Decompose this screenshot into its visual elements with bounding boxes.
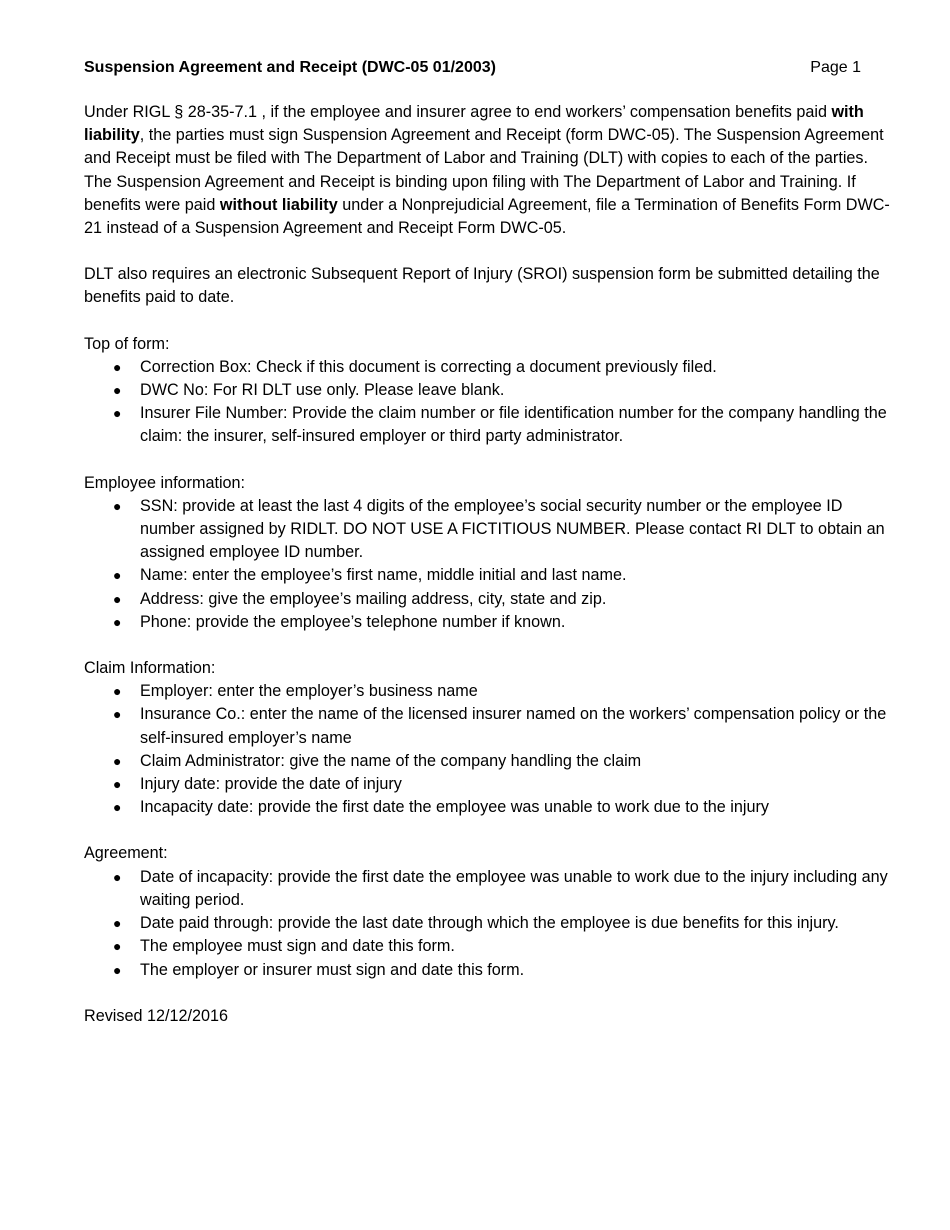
employee-information-list (84, 495, 899, 634)
list-item: ● Incapacity date: provide the first date the employee was unable to work due to the injury (84, 796, 899, 819)
bullet-icon: ● (113, 590, 122, 607)
intro-text-2: , the parties must sign Suspension Agreement and Receipt (form DWC-05). The Suspension Agreement and Receipt must be filed with The Department of Labor and Training (DLT) with copies to each of the parties. The Suspension Agreement and Receipt is binding upon filing with The Department of Labor and Training. If benefits were paid (84, 126, 884, 214)
bullet-icon: ● (113, 567, 122, 584)
list-item: ● SSN: provide at least the last 4 digits of the employee’s social security number or the employee ID number assigned by RIDLT. DO NOT USE A FICTITIOUS NUMBER. Please contact RI DLT to obtain an assigned employee ID number. (113, 496, 885, 562)
top-of-form-list (84, 356, 899, 449)
section-title-top-of-form: Top of form: (84, 334, 170, 353)
list-item: ● Date of incapacity: provide the first date the employee was unable to work due to the injury including any waiting period. (113, 867, 888, 909)
bullet-icon: ● (113, 358, 122, 375)
bullet-icon: ● (113, 752, 122, 769)
list-item: ● The employer or insurer must sign and date this form. (84, 959, 899, 982)
intro-bold-without-liability: without liability (219, 195, 338, 214)
bullet-icon: ● (113, 382, 122, 399)
bullet-icon: ● (113, 799, 122, 816)
agreement-list (84, 866, 899, 982)
list-item: ● Address: give the employee’s mailing address, city, state and zip. (84, 588, 899, 611)
bullet-icon: ● (113, 961, 122, 978)
list-item: ● Date paid through: provide the last date through which the employee is due benefits for this injury. (84, 912, 899, 935)
list-item: ● The employee must sign and date this form. (84, 935, 899, 958)
bullet-icon: ● (113, 938, 122, 955)
section-title-claim-information: Claim Information: (84, 659, 216, 678)
section-title-agreement: Agreement: (84, 844, 168, 863)
list-item: ● Claim Administrator: give the name of the company handling the claim (84, 750, 899, 773)
list-item: ● Phone: provide the employee’s telephone number if known. (84, 611, 899, 634)
intro-bold-with-liability: with liability (84, 103, 864, 145)
document-header (84, 56, 899, 79)
page-number: Page 1 (810, 59, 861, 76)
bullet-icon: ● (113, 683, 122, 700)
list-item: ● Name: enter the employee’s first name, middle initial and last name. (84, 564, 899, 587)
sroi-paragraph: DLT also requires an electronic Subsequent Report of Injury (SROI) suspension form be submitted detailing the benefits paid to date. (84, 265, 880, 307)
bullet-icon: ● (113, 706, 122, 723)
bullet-icon: ● (113, 776, 122, 793)
document-page (84, 56, 899, 1028)
list-item: ● Correction Box: Check if this document is correcting a document previously filed. (84, 356, 899, 379)
bullet-icon: ● (113, 497, 122, 514)
list-item: ● Insurer File Number: Provide the claim number or file identification number for the company handling the claim: the insurer, self-insured employer or third party administrator. (113, 404, 887, 446)
claim-information-list (84, 680, 899, 819)
intro-paragraph (84, 101, 899, 240)
document-title: Suspension Agreement and Receipt (DWC-05 01/2003) (84, 59, 496, 76)
list-item: ● DWC No: For RI DLT use only. Please leave blank. (84, 379, 899, 402)
bullet-icon: ● (113, 868, 122, 885)
list-item: ● Injury date: provide the date of injury (84, 773, 899, 796)
section-title-employee-information: Employee information: (84, 473, 246, 492)
list-item: ● Employer: enter the employer’s business name (84, 680, 899, 703)
bullet-icon: ● (113, 405, 122, 422)
list-item: ● Insurance Co.: enter the name of the licensed insurer named on the workers’ compensation policy or the self-insured employer’s name (113, 705, 887, 747)
revised-date: Revised 12/12/2016 (84, 1006, 228, 1025)
intro-text-1: Under RIGL § 28-35-7.1 , if the employee and insurer agree to end workers’ compensation benefits paid (84, 103, 832, 121)
bullet-icon: ● (113, 613, 122, 630)
intro-text-3: under a Nonprejudicial Agreement, file a Termination of Benefits Form DWC-21 instead of a Suspension Agreement and Receipt Form DWC-05. (84, 195, 890, 238)
bullet-icon: ● (113, 915, 122, 932)
